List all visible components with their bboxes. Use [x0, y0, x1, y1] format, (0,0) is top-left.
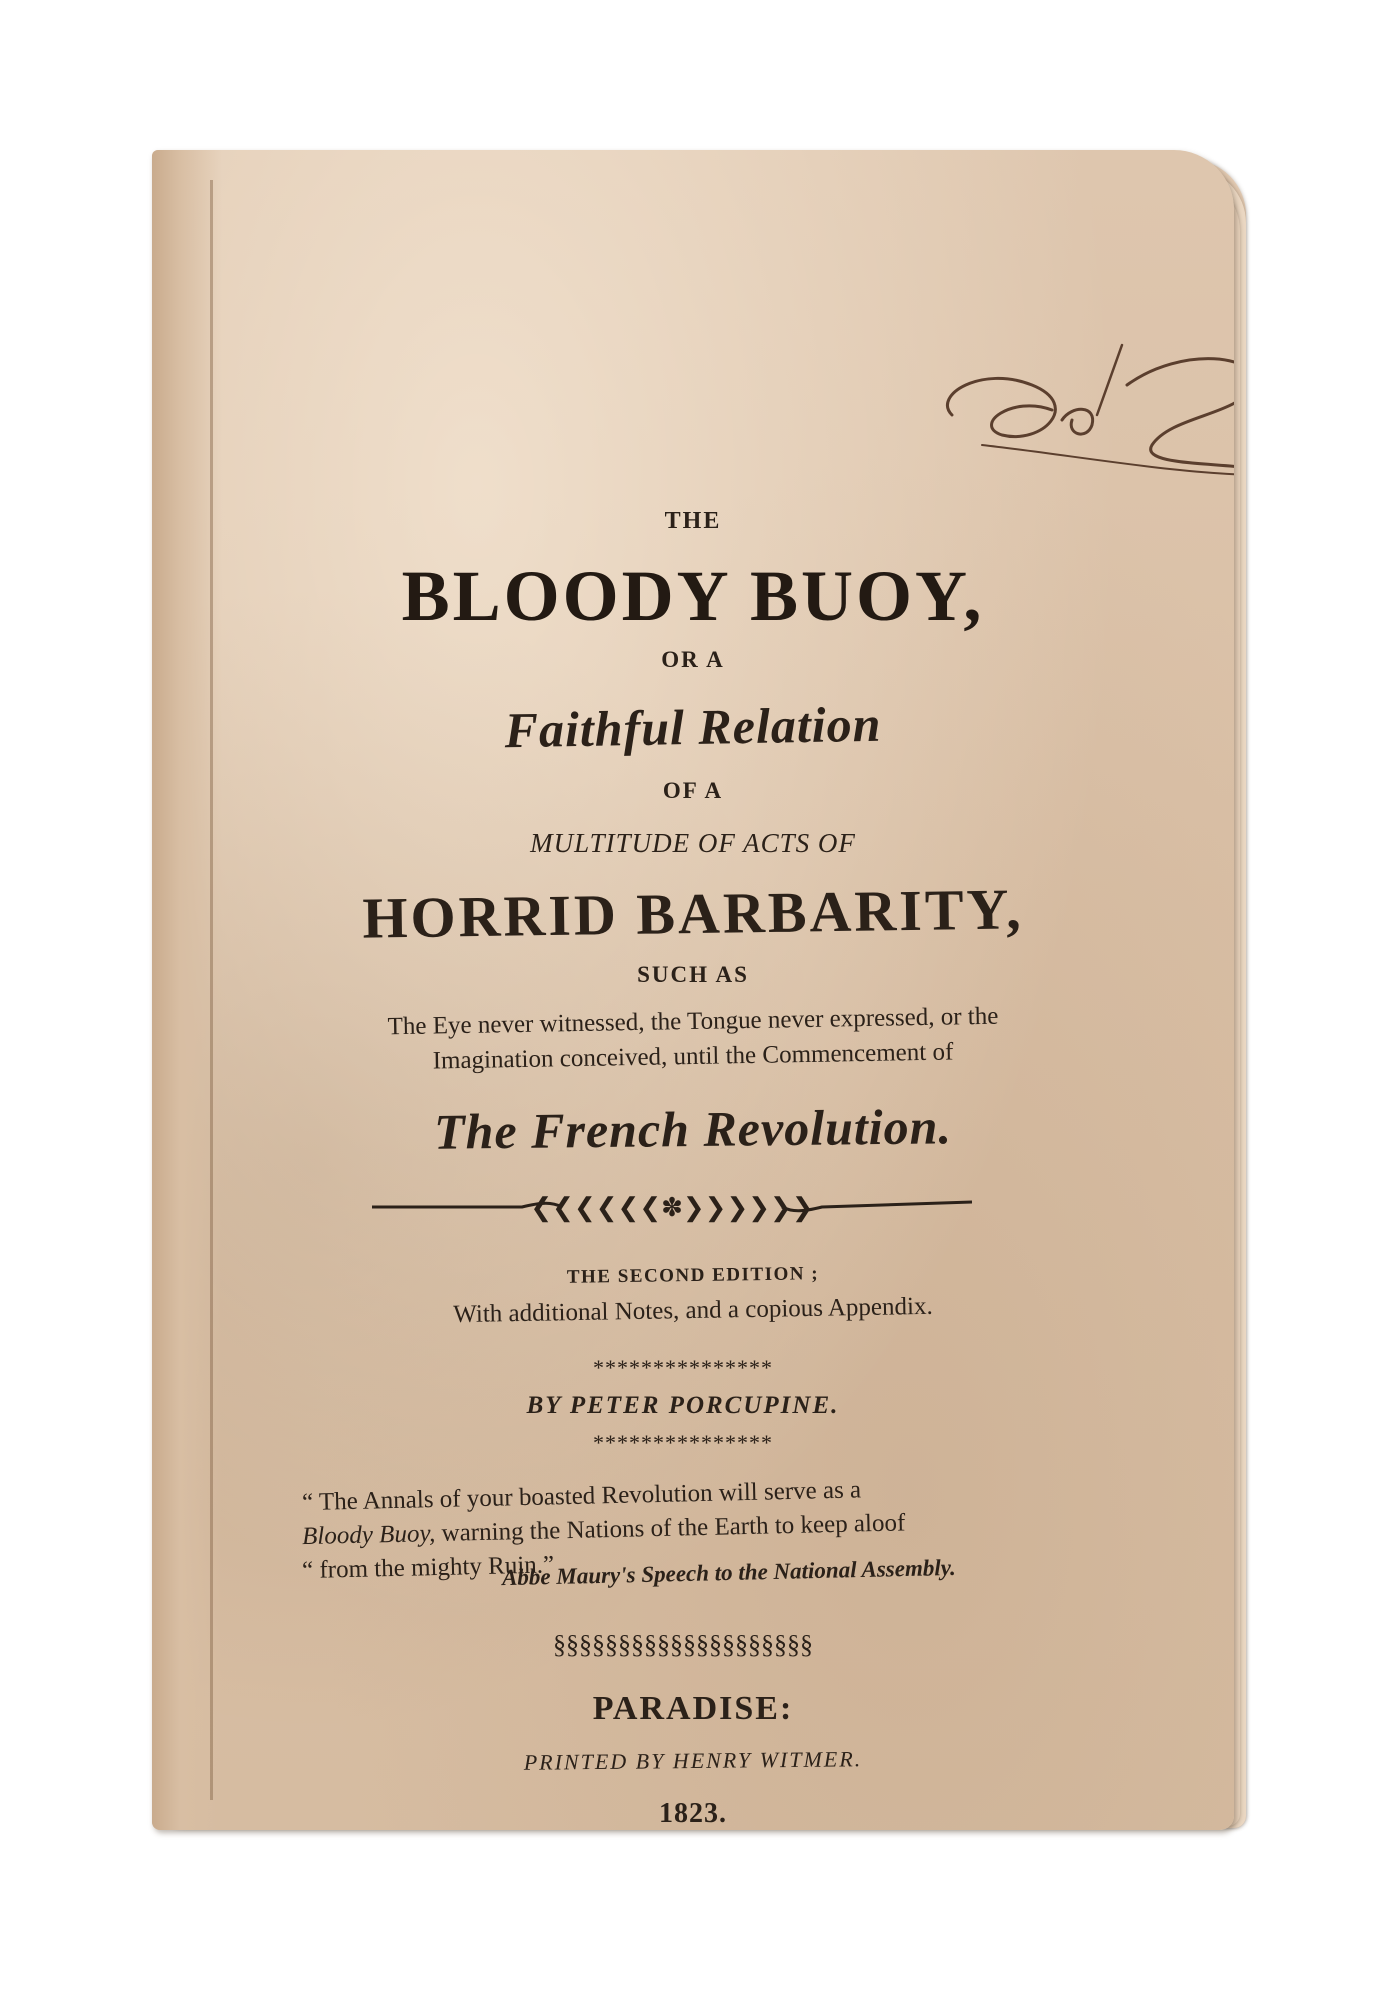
- edition-notes: With additional Notes, and a copious Appendix.: [453, 1292, 933, 1329]
- imprint-place: PARADISE:: [592, 1690, 794, 1727]
- title-article: THE: [664, 508, 722, 534]
- handwritten-signature: [922, 325, 1234, 525]
- author-line: BY PETER PORCUPINE.: [526, 1392, 840, 1419]
- epigraph-line-3: “ from the mighty Ruin.”: [301, 1551, 555, 1585]
- title-connector-such-as: SUCH AS: [637, 962, 749, 987]
- epigraph-attribution: Abbe Maury's Speech to the National Assembly.: [501, 1554, 957, 1591]
- subtitle-multitude: MULTITUDE OF ACTS OF: [530, 828, 856, 858]
- epigraph-line-1: “ The Annals of your boasted Revolution will serve as a: [301, 1476, 862, 1517]
- description-line-2: Imagination conceived, until the Commencement of: [432, 1038, 954, 1075]
- main-title: BLOODY BUOY,: [401, 556, 985, 636]
- svg-text:❮❮❮❮❮❮✽❯❯❯❯❯❯: ❮❮❮❮❮❮✽❯❯❯❯❯❯: [530, 1193, 814, 1223]
- star-rule-bottom: ***************: [593, 1430, 773, 1455]
- edition-statement: THE SECOND EDITION ;: [566, 1263, 820, 1288]
- epigraph-line-2-rest: warning the Nations of the Earth to keep aloof: [435, 1509, 906, 1548]
- epigraph-italic-phrase: Bloody Buoy,: [301, 1520, 436, 1551]
- imprint-year: 1823.: [659, 1798, 727, 1829]
- description-line-1: The Eye never witnessed, the Tongue never expressed, or the: [387, 1002, 999, 1041]
- title-page-cover: [152, 150, 1234, 1830]
- title-connector-or-a: OR A: [661, 647, 725, 672]
- subtitle-horrid-barbarity: HORRID BARBARITY,: [361, 876, 1025, 951]
- star-rule-top: ***************: [593, 1355, 773, 1380]
- imprint-printer: PRINTED BY HENRY WITMER.: [523, 1746, 863, 1775]
- ornamental-rule: [372, 1190, 972, 1224]
- subtitle-faithful-relation: Faithful Relation: [504, 695, 882, 759]
- spine-crease: [210, 180, 213, 1800]
- subtitle-french-revolution: The French Revolution.: [433, 1098, 953, 1160]
- title-connector-of-a: OF A: [662, 778, 724, 803]
- section-mark-rule: §§§§§§§§§§§§§§§§§§§§: [553, 1630, 813, 1659]
